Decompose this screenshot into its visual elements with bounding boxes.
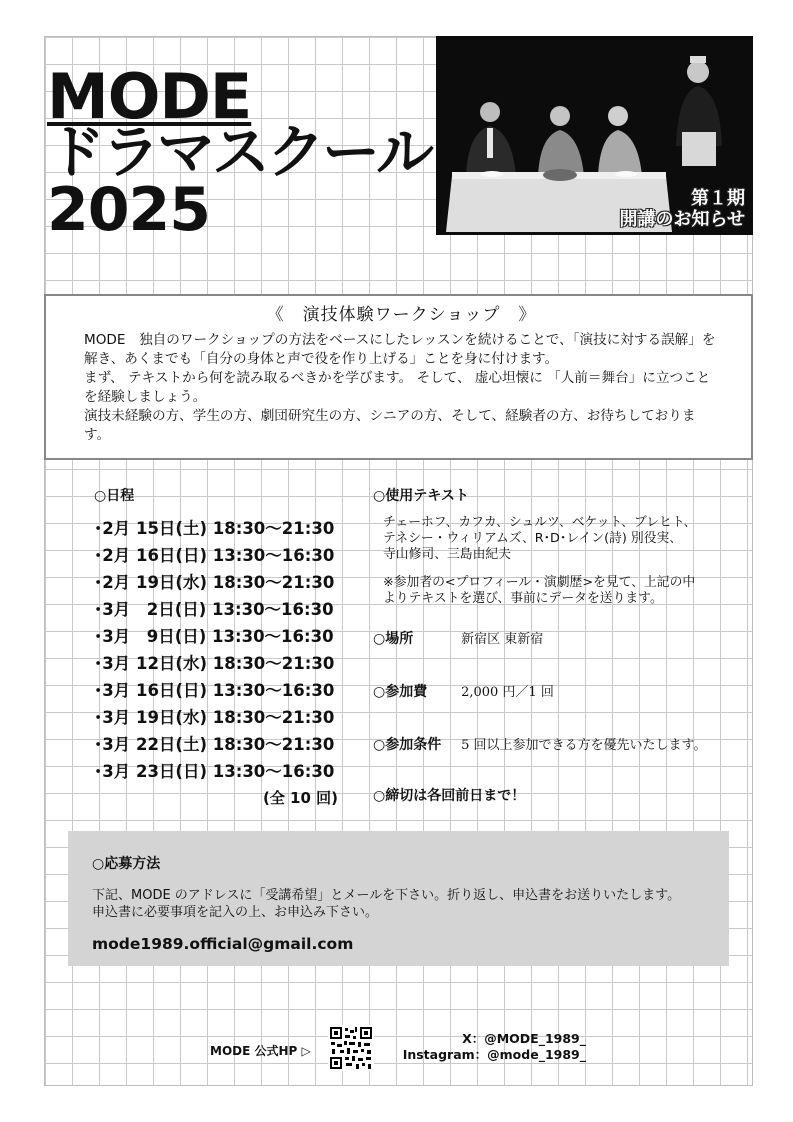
contact-email[interactable]: mode1989.official@gmail.com bbox=[92, 935, 354, 953]
texts-line: 寺山修司、三島由紀夫 bbox=[383, 547, 511, 562]
fee-value: 2,000 円／1 回 bbox=[461, 685, 554, 700]
intro-paragraph-2: まず、 テキストから何を読み取るべきかを学びます。 そして、 虚心坦懐に 「人前＝舞台」に立つことを経験しましょう。 bbox=[84, 370, 711, 405]
place-label: ○場所 bbox=[373, 631, 414, 647]
texts-label: ○使用テキスト bbox=[373, 488, 469, 504]
apply-text-line1: 下記、MODE のアドレスに「受講希望」とメールを下さい。折り返し、申込書をお送りいたします。 bbox=[92, 888, 681, 903]
opening-announcement: 開講のお知らせ bbox=[619, 209, 745, 231]
schedule-item: ･2月 15日(土) 18:30〜21:30 bbox=[94, 519, 335, 538]
condition-row bbox=[373, 734, 706, 754]
texts-line: チェーホフ、カフカ、シュルツ、ベケット、ブレヒト、 bbox=[383, 515, 697, 530]
schedule-total: (全 10 回) bbox=[262, 789, 338, 807]
schedule-item: ･3月 23日(日) 13:30〜16:30 bbox=[94, 762, 335, 781]
application-box bbox=[68, 831, 729, 966]
schedule-item: ･3月 22日(土) 18:30〜21:30 bbox=[94, 735, 335, 754]
term-number: 第１期 bbox=[691, 187, 745, 209]
note-line: ※参加者の<プロフィール・演劇歴>を見て、上記の中 bbox=[383, 575, 696, 590]
schedule-item: ･2月 16日(日) 13:30〜16:30 bbox=[94, 546, 335, 565]
x-account[interactable]: X：@MODE_1989_ bbox=[462, 1031, 586, 1046]
deadline-notice: ○締切は各回前日まで！ bbox=[373, 788, 526, 804]
place-row bbox=[373, 628, 543, 648]
schedule-item: ･3月 12日(水) 18:30〜21:30 bbox=[94, 654, 335, 673]
texts-line: テネシー・ウィリアムズ、R･D･レイン(詩) 別役実、 bbox=[383, 531, 683, 546]
title-mode: MODE bbox=[47, 60, 252, 133]
intro-paragraph-1: MODE 独自のワークショップの方法をベースにしたレッスンを続けることで、「演技に対する誤解」を解き、あくまでも「自分の身体と声で役を作り上げる」ことを身に付けます。 bbox=[84, 332, 716, 367]
note-line: よりテキストを選び、事前にデータを送ります。 bbox=[383, 591, 663, 606]
schedule-item: ･3月 19日(水) 18:30〜21:30 bbox=[94, 708, 335, 727]
info-section bbox=[373, 485, 733, 804]
qr-code-icon[interactable] bbox=[328, 1025, 374, 1071]
schedule-section bbox=[94, 485, 354, 808]
place-value: 新宿区 東新宿 bbox=[461, 632, 544, 647]
sns-accounts bbox=[400, 1031, 586, 1063]
texts-list bbox=[383, 515, 733, 563]
term-badge bbox=[620, 188, 745, 231]
intro-heading: 《 演技体験ワークショップ 》 bbox=[266, 305, 537, 325]
fee-row bbox=[373, 681, 554, 701]
schedule-label: ○日程 bbox=[94, 488, 135, 504]
texts-note bbox=[383, 575, 733, 607]
condition-value: 5 回以上参加できる方を優先いたします。 bbox=[461, 738, 707, 753]
apply-text-line2: 申込書に必要事項を記入の上、お申込み下さい。 bbox=[92, 905, 379, 920]
instagram-account[interactable]: Instagram：@mode_1989_ bbox=[402, 1047, 586, 1062]
title-drama-school: ドラマスクール bbox=[47, 118, 431, 186]
schedule-item: ･3月 2日(日) 13:30〜16:30 bbox=[94, 600, 334, 619]
workshop-intro-box bbox=[44, 294, 753, 460]
condition-label: ○参加条件 bbox=[373, 737, 442, 753]
schedule-item: ･3月 16日(日) 13:30〜16:30 bbox=[94, 681, 335, 700]
title-year: 2025 bbox=[47, 175, 210, 245]
stage-photo bbox=[436, 36, 753, 235]
schedule-item: ･2月 19日(水) 18:30〜21:30 bbox=[94, 573, 335, 592]
schedule-item: ･3月 9日(日) 13:30〜16:30 bbox=[94, 627, 334, 646]
official-hp-label: MODE 公式HP ▷ bbox=[210, 1044, 311, 1058]
intro-paragraph-3: 演技未経験の方、学生の方、劇団研究生の方、シニアの方、そして、経験者の方、お待ちしております。 bbox=[84, 408, 696, 443]
fee-label: ○参加費 bbox=[373, 684, 428, 700]
qr-code-graphic bbox=[328, 1025, 374, 1071]
apply-label: ○応募方法 bbox=[92, 856, 161, 872]
